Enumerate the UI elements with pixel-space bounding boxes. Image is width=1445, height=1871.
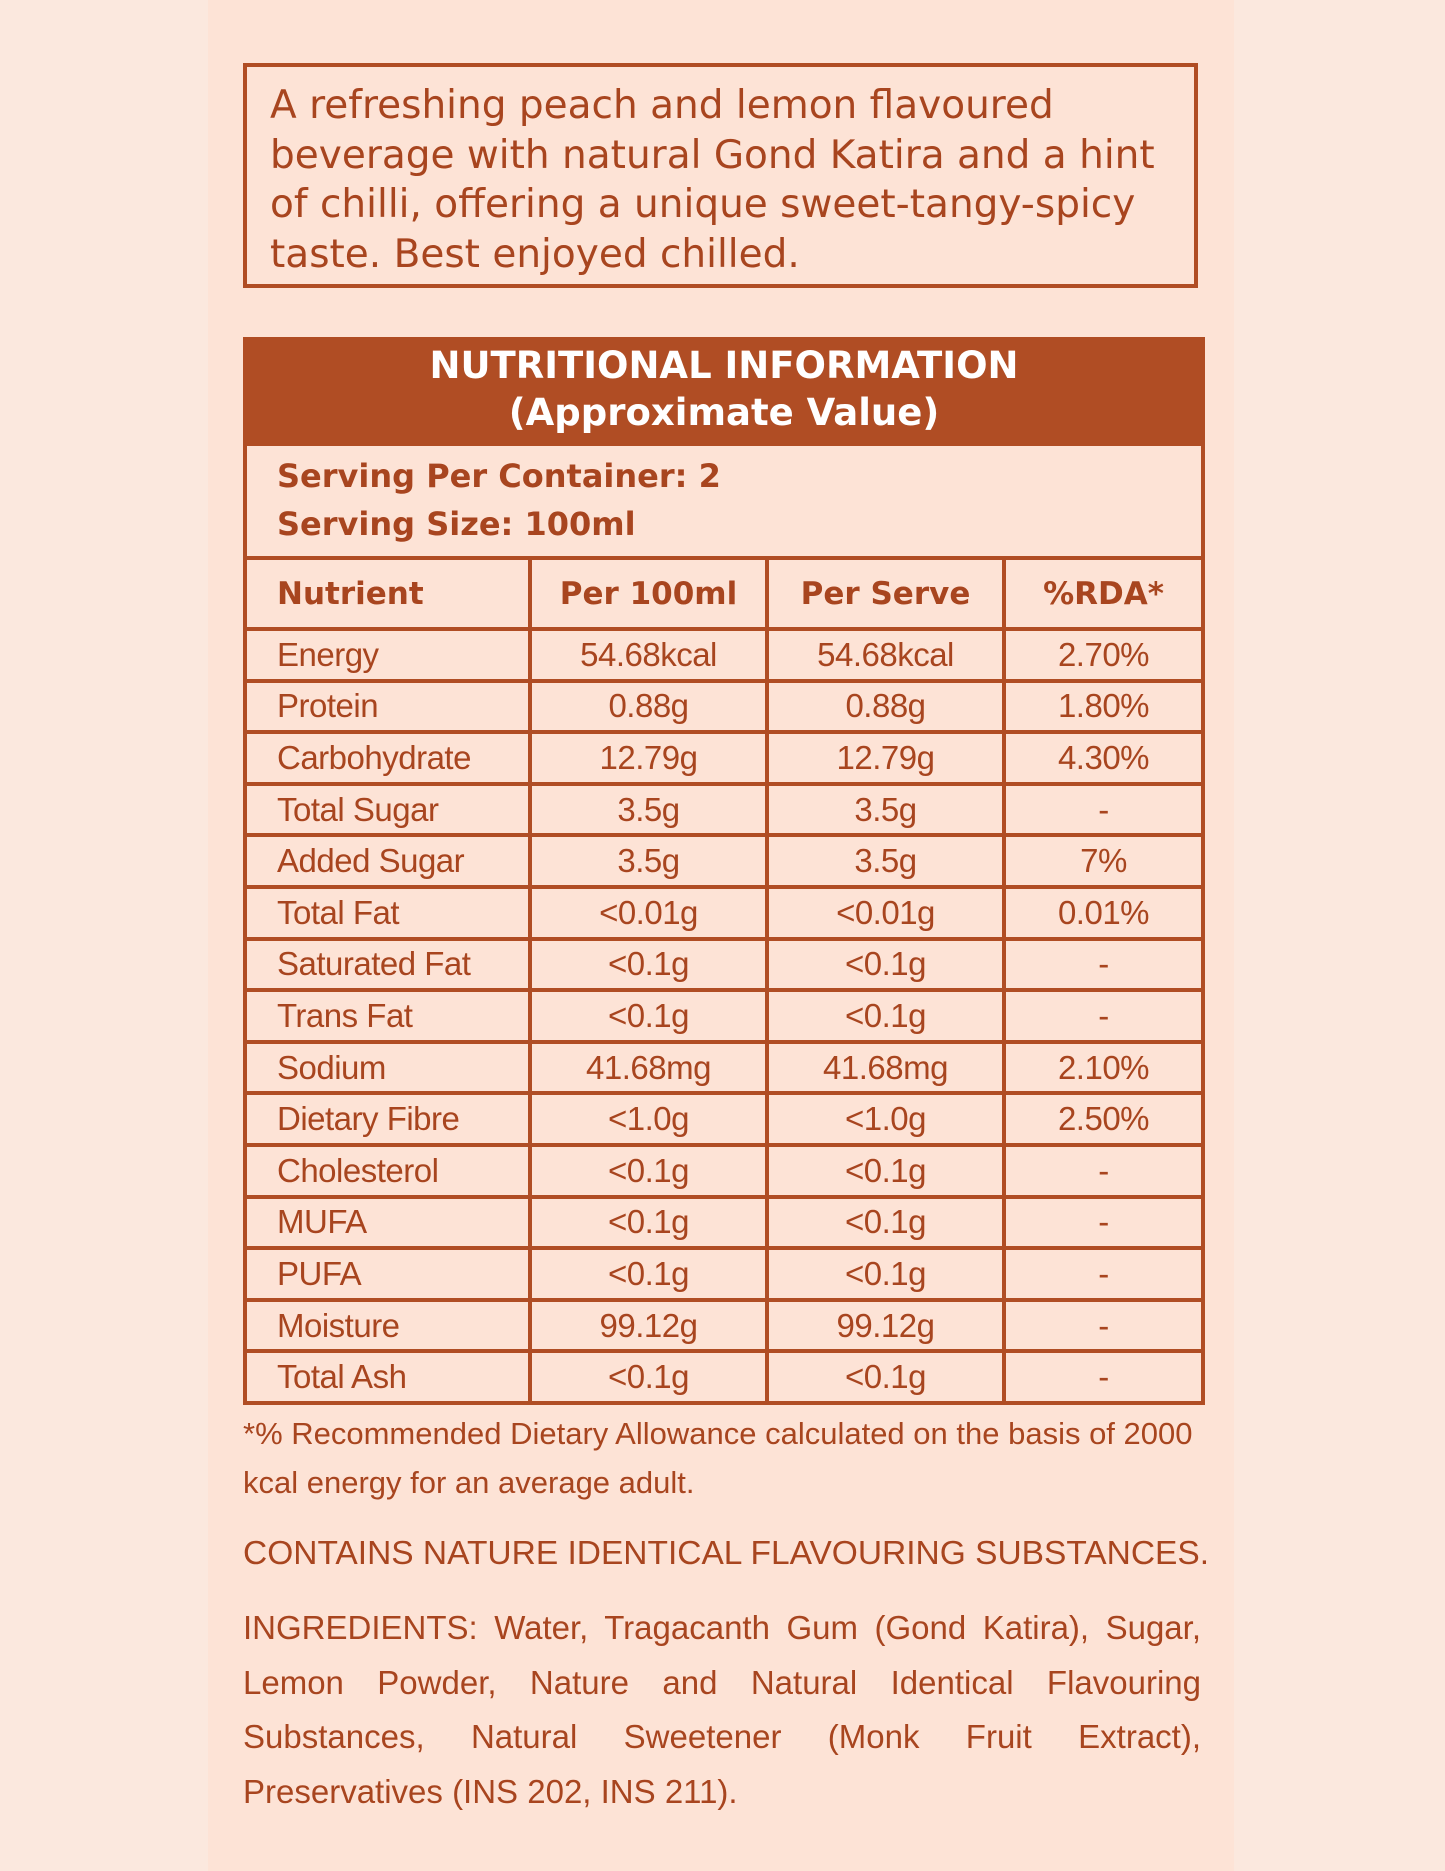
nutrition-header xyxy=(243,337,1205,446)
nutrient-table xyxy=(247,556,1201,1401)
nutrient-name-cell: Total Ash xyxy=(247,1351,530,1401)
table-row xyxy=(247,1351,1201,1401)
per-serve-cell: 99.12g xyxy=(767,1300,1004,1352)
flavouring-statement: CONTAINS NATURE IDENTICAL FLAVOURING SUBSTANCES. xyxy=(243,1535,1210,1572)
nutrition-subtitle: (Approximate Value) xyxy=(508,391,940,434)
per-serve-cell: <1.0g xyxy=(767,1093,1004,1145)
column-header-nutrient: Nutrient xyxy=(247,558,530,629)
per-100ml-cell: 3.5g xyxy=(530,835,767,887)
rda-cell: 2.70% xyxy=(1004,629,1201,681)
rda-cell: 4.30% xyxy=(1004,732,1201,784)
per-100ml-cell: 12.79g xyxy=(530,732,767,784)
rda-cell: - xyxy=(1004,1197,1201,1249)
table-row xyxy=(247,1300,1201,1352)
nutrient-name-cell: Total Fat xyxy=(247,887,530,939)
table-row xyxy=(247,784,1201,836)
per-100ml-cell: 54.68kcal xyxy=(530,629,767,681)
table-row xyxy=(247,1042,1201,1094)
nutrient-name-cell: Protein xyxy=(247,681,530,733)
nutrient-name-cell: Saturated Fat xyxy=(247,939,530,991)
nutrient-name-cell: PUFA xyxy=(247,1248,530,1300)
table-row xyxy=(247,681,1201,733)
per-serve-cell: <0.1g xyxy=(767,990,1004,1042)
column-header-per-100ml: Per 100ml xyxy=(530,558,767,629)
nutrient-name-cell: Added Sugar xyxy=(247,835,530,887)
per-100ml-cell: <0.1g xyxy=(530,1351,767,1401)
nutrient-name-cell: Sodium xyxy=(247,1042,530,1094)
per-serve-cell: 41.68mg xyxy=(767,1042,1004,1094)
rda-cell: 2.10% xyxy=(1004,1042,1201,1094)
per-serve-cell: 54.68kcal xyxy=(767,629,1004,681)
ingredients-list: INGREDIENTS: Water, Tragacanth Gum (Gond Katira), Sugar, Lemon Powder, Nature and Natural Identical Flavouring Substances, Natural Sweetener (Monk Fruit Extract), Preservatives (INS 202, INS 211). xyxy=(243,1609,1201,1810)
rda-cell: 2.50% xyxy=(1004,1093,1201,1145)
serving-per-container: Serving Per Container: 2 xyxy=(277,457,721,495)
per-100ml-cell: <0.1g xyxy=(530,1197,767,1249)
per-100ml-cell: <1.0g xyxy=(530,1093,767,1145)
nutrient-name-cell: Moisture xyxy=(247,1300,530,1352)
nutrition-facts-box xyxy=(243,337,1205,1405)
product-description: A refreshing peach and lemon flavoured beverage with natural Gond Katira and a hint of chilli, offering a unique sweet-tangy-spicy taste. Best enjoyed chilled. xyxy=(243,63,1198,288)
per-100ml-cell: <0.1g xyxy=(530,990,767,1042)
table-row xyxy=(247,1145,1201,1197)
nutrient-name-cell: Total Sugar xyxy=(247,784,530,836)
serving-size: Serving Size: 100ml xyxy=(277,505,636,543)
nutrient-name-cell: Dietary Fibre xyxy=(247,1093,530,1145)
rda-cell: - xyxy=(1004,939,1201,991)
table-row xyxy=(247,1093,1201,1145)
per-serve-cell: 3.5g xyxy=(767,835,1004,887)
per-serve-cell: 12.79g xyxy=(767,732,1004,784)
table-row xyxy=(247,990,1201,1042)
per-100ml-cell: 41.68mg xyxy=(530,1042,767,1094)
nutrient-name-cell: MUFA xyxy=(247,1197,530,1249)
table-row xyxy=(247,887,1201,939)
per-100ml-cell: 0.88g xyxy=(530,681,767,733)
column-header-rda: %RDA* xyxy=(1004,558,1201,629)
column-header-per-serve: Per Serve xyxy=(767,558,1004,629)
table-row xyxy=(247,629,1201,681)
rda-cell: - xyxy=(1004,1300,1201,1352)
rda-cell: 1.80% xyxy=(1004,681,1201,733)
per-serve-cell: <0.01g xyxy=(767,887,1004,939)
per-serve-cell: <0.1g xyxy=(767,1145,1004,1197)
rda-cell: - xyxy=(1004,784,1201,836)
table-row xyxy=(247,939,1201,991)
rda-cell: 0.01% xyxy=(1004,887,1201,939)
per-serve-cell: <0.1g xyxy=(767,1351,1004,1401)
serving-info xyxy=(247,446,1201,556)
table-row xyxy=(247,732,1201,784)
rda-cell: - xyxy=(1004,1248,1201,1300)
per-serve-cell: 3.5g xyxy=(767,784,1004,836)
per-serve-cell: 0.88g xyxy=(767,681,1004,733)
per-100ml-cell: <0.1g xyxy=(530,939,767,991)
per-100ml-cell: 3.5g xyxy=(530,784,767,836)
rda-cell: - xyxy=(1004,1351,1201,1401)
table-row xyxy=(247,1197,1201,1249)
nutrient-name-cell: Trans Fat xyxy=(247,990,530,1042)
nutrition-title: NUTRITIONAL INFORMATION xyxy=(429,344,1019,387)
table-header-row xyxy=(247,558,1201,629)
per-100ml-cell: <0.1g xyxy=(530,1248,767,1300)
rda-cell: - xyxy=(1004,1145,1201,1197)
rda-cell: - xyxy=(1004,990,1201,1042)
per-100ml-cell: 99.12g xyxy=(530,1300,767,1352)
table-row xyxy=(247,1248,1201,1300)
nutrient-name-cell: Cholesterol xyxy=(247,1145,530,1197)
nutrient-name-cell: Carbohydrate xyxy=(247,732,530,784)
rda-footnote: *% Recommended Dietary Allowance calculated on the basis of 2000 kcal energy for an average adult. xyxy=(243,1416,1193,1500)
per-serve-cell: <0.1g xyxy=(767,1197,1004,1249)
per-100ml-cell: <0.01g xyxy=(530,887,767,939)
nutrient-name-cell: Energy xyxy=(247,629,530,681)
per-serve-cell: <0.1g xyxy=(767,1248,1004,1300)
per-serve-cell: <0.1g xyxy=(767,939,1004,991)
table-row xyxy=(247,835,1201,887)
rda-cell: 7% xyxy=(1004,835,1201,887)
per-100ml-cell: <0.1g xyxy=(530,1145,767,1197)
